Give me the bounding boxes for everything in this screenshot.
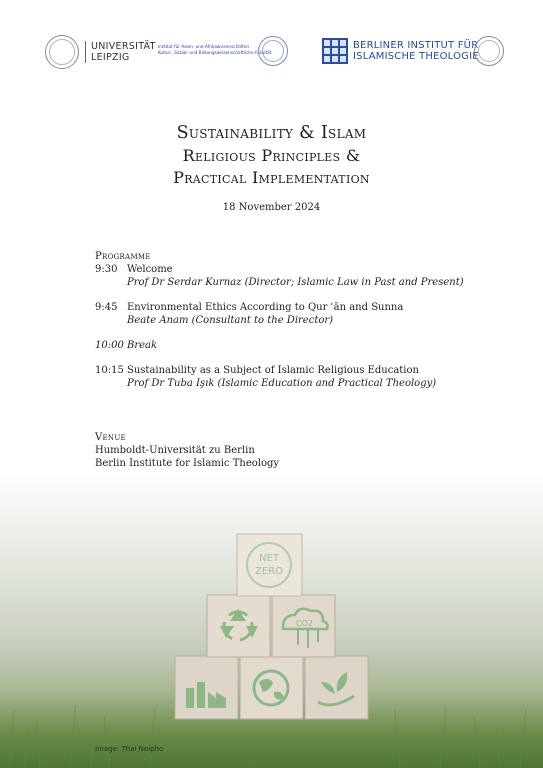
bift-line-1: BERLINER INSTITUT FÜR xyxy=(353,40,479,51)
recycle-block xyxy=(207,595,270,657)
programme-item xyxy=(95,301,535,327)
programme-heading: Programme xyxy=(95,251,151,262)
item-time: 9:30 xyxy=(95,264,118,275)
cover-photo xyxy=(0,470,543,768)
item-title: Break xyxy=(127,340,158,351)
institute-line-1: Institut für Asien- und Afrikawissenschaften xyxy=(158,44,250,49)
earth-block xyxy=(240,656,303,719)
bift-wordmark xyxy=(353,40,479,62)
co2-label: CO2 xyxy=(296,619,313,628)
item-speaker: Beate Anam (Consultant to the Director) xyxy=(127,315,334,326)
item-title: Sustainability as a Subject of Islamic Religious Education xyxy=(127,365,419,376)
bift-line-2: ISLAMISCHE THEOLOGIE xyxy=(353,51,479,62)
wooden-blocks-illustration xyxy=(0,470,543,768)
institute-line-2: Kultur-, Sozial- und Bildungswissenschaftliche Fakultät xyxy=(158,50,272,55)
item-time: 9:45 xyxy=(95,302,118,313)
item-title: Welcome xyxy=(127,264,173,275)
plant-hand-block xyxy=(305,656,368,719)
venue-line: Berlin Institute for Islamic Theology xyxy=(95,458,280,469)
venue-heading: Venue xyxy=(95,432,126,443)
event-date: 18 November 2024 xyxy=(222,202,321,213)
programme-item xyxy=(95,263,535,289)
bift-logo xyxy=(322,38,479,64)
item-time: 10:15 xyxy=(95,365,124,376)
leipzig-wordmark xyxy=(85,41,156,63)
net-zero-block xyxy=(237,534,302,596)
institute-seal xyxy=(258,36,288,66)
item-speaker: Prof Dr Tuba Işık (Islamic Education and Practical Theology) xyxy=(127,378,437,389)
item-time: 10:00 xyxy=(95,340,124,351)
net-label: NET xyxy=(259,553,279,564)
humboldt-seal-icon xyxy=(474,36,504,66)
institute-seal-icon xyxy=(258,36,288,66)
venue-line: Humboldt-Universität zu Berlin xyxy=(95,445,255,456)
programme xyxy=(95,250,535,402)
leipzig-line-1: UNIVERSITÄT xyxy=(91,41,156,52)
institute-wordmark xyxy=(158,44,271,56)
factory-block xyxy=(175,656,238,719)
programme-item-break xyxy=(95,339,535,352)
title-line-3: Practical Implementation xyxy=(173,168,370,187)
programme-item xyxy=(95,364,535,390)
co2-block xyxy=(272,595,335,657)
leipzig-logo xyxy=(45,35,156,69)
humboldt-seal xyxy=(474,36,504,66)
bift-mark-icon xyxy=(322,38,348,64)
event-title xyxy=(0,121,543,189)
item-title: Environmental Ethics According to Qur ʾān and Sunna xyxy=(127,302,404,313)
leipzig-seal-icon xyxy=(45,35,79,69)
logo-bar xyxy=(0,30,543,74)
title-line-1: Sustainability & Islam xyxy=(176,123,367,143)
institute-logo xyxy=(158,44,271,56)
leipzig-line-2: LEIPZIG xyxy=(91,52,130,63)
title-line-2: Religious Principles & xyxy=(182,146,361,165)
zero-label: ZERO xyxy=(255,566,283,577)
item-speaker: Prof Dr Serdar Kurnaz (Director; Islamic Law in Past and Present) xyxy=(127,277,464,288)
image-credit: Image: Thai Noipho xyxy=(95,745,164,753)
